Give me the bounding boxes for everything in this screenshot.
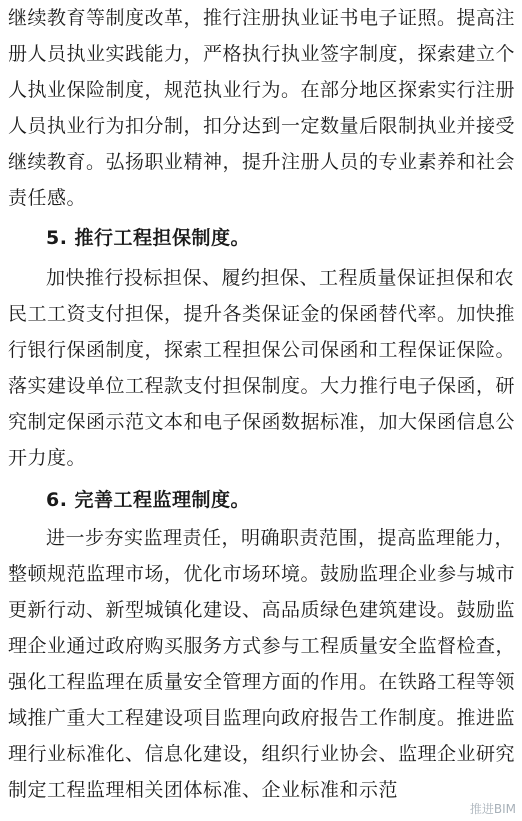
section-heading-6: 6. 完善工程监理制度。 xyxy=(46,489,251,511)
watermark: 推进BIM xyxy=(469,802,516,816)
paragraph-line: 继续教育等制度改革，推行注册执业证书电子证照。提高注 xyxy=(8,7,516,29)
paragraph-line: 人执业保险制度，规范执业行为。在部分地区探索实行注册 xyxy=(8,79,516,101)
section-heading-5: 5. 推行工程担保制度。 xyxy=(46,227,251,249)
paragraph-line: 行银行保函制度，探索工程担保公司保函和工程保证保险。 xyxy=(8,339,516,361)
paragraph-line: 人员执业行为扣分制，扣分达到一定数量后限制执业并接受 xyxy=(8,115,516,137)
paragraph-line: 理行业标准化、信息化建设，组织行业协会、监理企业研究 xyxy=(8,743,516,765)
paragraph-line: 册人员执业实践能力，严格执行执业签字制度，探索建立个 xyxy=(8,43,516,65)
paragraph-line: 责任感。 xyxy=(8,187,87,209)
paragraph-line: 加快推行投标担保、履约担保、工程质量保证担保和农 xyxy=(46,267,515,289)
paragraph-line: 究制定保函示范文本和电子保函数据标准，加大保函信息公 xyxy=(8,411,516,433)
paragraph-line: 更新行动、新型城镇化建设、高品质绿色建筑建设。鼓励监 xyxy=(8,599,516,621)
paragraph-line: 民工工资支付担保，提升各类保证金的保函替代率。加快推 xyxy=(8,303,516,325)
paragraph-line: 域推广重大工程建设项目监理向政府报告工作制度。推进监 xyxy=(8,707,516,729)
paragraph-line: 进一步夯实监理责任，明确职责范围，提高监理能力， xyxy=(46,527,515,549)
paragraph-line: 强化工程监理在质量安全管理方面的作用。在铁路工程等领 xyxy=(8,671,516,693)
paragraph-line: 制定工程监理相关团体标准、企业标准和示范 xyxy=(8,779,399,801)
paragraph-line: 理企业通过政府购买服务方式参与工程质量安全监督检查， xyxy=(8,635,516,657)
paragraph-line: 落实建设单位工程款支付担保制度。大力推行电子保函，研 xyxy=(8,375,516,397)
paragraph-line: 整顿规范监理市场，优化市场环境。鼓励监理企业参与城市 xyxy=(8,563,516,585)
paragraph-line: 开力度。 xyxy=(8,447,87,469)
paragraph-line: 继续教育。弘扬职业精神，提升注册人员的专业素养和社会 xyxy=(8,151,516,173)
